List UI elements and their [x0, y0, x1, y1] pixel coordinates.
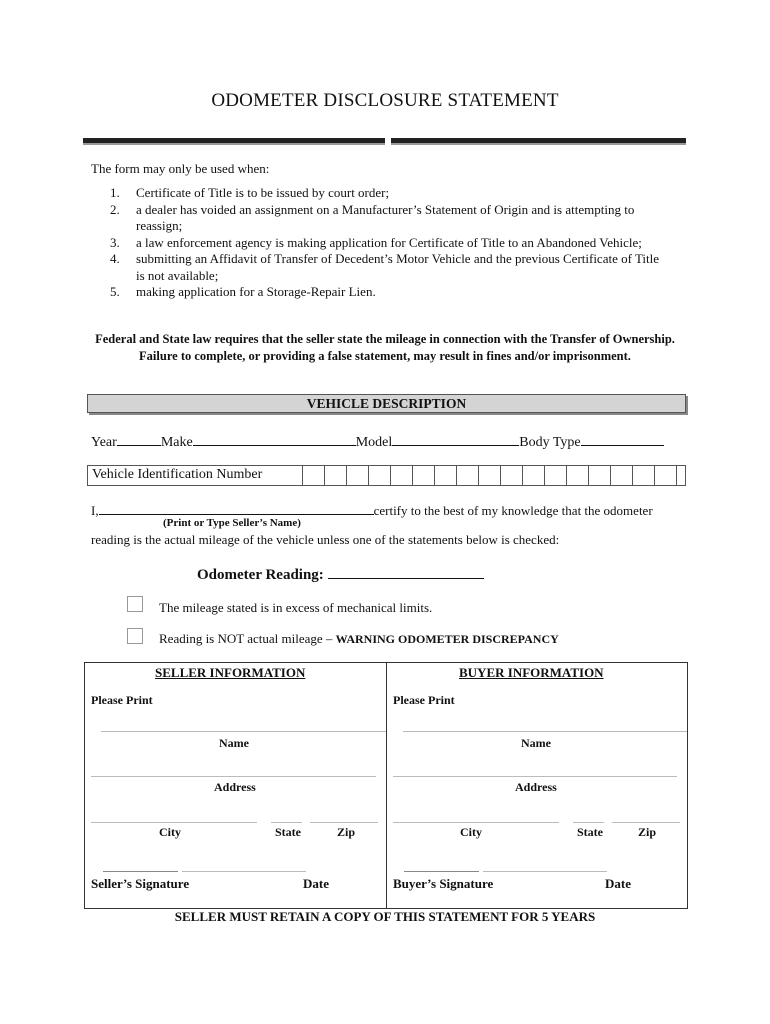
not-actual-checkbox[interactable]	[127, 628, 143, 644]
buyer-date-label: Date	[605, 876, 631, 891]
vehicle-fields-row	[91, 432, 664, 451]
odometer-reading-field[interactable]	[328, 564, 484, 579]
legal-warning: Federal and State law requires that the seller state the mileage in connection with the Transfer of Ownership. Failure to complete, or providing a false statement, may result in fines and/or imprisonment.	[95, 332, 675, 363]
buyer-name-label: Name	[521, 736, 551, 750]
excess-mileage-checkbox[interactable]	[127, 596, 143, 612]
discrepancy-warning: WARNING ODOMETER DISCREPANCY	[335, 632, 559, 646]
seller-address-label: Address	[214, 780, 256, 794]
not-actual-row	[159, 631, 559, 647]
odometer-reading-label: Odometer Reading:	[197, 567, 324, 583]
seller-zip-line[interactable]	[310, 822, 378, 823]
intro-text: The form may only be used when:	[91, 161, 270, 176]
not-actual-label: Reading is NOT actual mileage –	[159, 631, 333, 646]
seller-name-field[interactable]	[99, 501, 374, 515]
buyer-date-line[interactable]	[483, 871, 607, 872]
seller-name-label: Name	[219, 736, 249, 750]
buyer-signature-line[interactable]	[404, 871, 479, 872]
seller-buyer-info-box	[84, 662, 688, 909]
seller-city-line[interactable]	[91, 822, 257, 823]
title-rule-right	[391, 138, 686, 143]
body-type-field[interactable]	[581, 432, 664, 446]
buyer-state-line[interactable]	[573, 822, 604, 823]
buyer-please-print: Please Print	[393, 693, 455, 707]
model-field[interactable]	[392, 432, 519, 446]
seller-name-line[interactable]	[101, 731, 386, 732]
certification-continued: reading is the actual mileage of the vehicle unless one of the statements below is checked:	[91, 532, 560, 547]
buyer-signature-label: Buyer’s Signature	[393, 876, 494, 891]
buyer-name-line[interactable]	[403, 731, 687, 732]
buyer-address-label: Address	[515, 780, 557, 794]
list-item: 4. submitting an Affidavit of Transfer of Decedent’s Motor Vehicle and the previous Certificate of Title is not available;	[110, 251, 660, 283]
list-item: 5. making application for a Storage-Repair Lien.	[110, 284, 376, 299]
seller-state-label: State	[275, 825, 301, 839]
list-item: 2. a dealer has voided an assignment on a Manufacturer’s Statement of Origin and is attempting to reassign;	[110, 201, 635, 233]
vehicle-description-header: VEHICLE DESCRIPTION	[87, 394, 686, 413]
retain-copy-footer: SELLER MUST RETAIN A COPY OF THIS STATEMENT FOR 5 YEARS	[174, 909, 596, 924]
excess-mileage-label: The mileage stated is in excess of mechanical limits.	[159, 600, 433, 615]
buyer-city-line[interactable]	[393, 822, 559, 823]
seller-city-label: City	[159, 825, 181, 839]
buyer-zip-line[interactable]	[612, 822, 680, 823]
seller-signature-label: Seller’s Signature	[91, 876, 190, 891]
certification-line: I, certify to the best of my knowledge that the odometer	[91, 503, 653, 518]
seller-signature-line[interactable]	[103, 871, 178, 872]
seller-name-hint: (Print or Type Seller’s Name)	[163, 517, 301, 529]
make-label: Make	[160, 435, 193, 450]
year-field[interactable]	[117, 432, 161, 446]
seller-zip-label: Zip	[337, 825, 356, 839]
body-type-label: Body Type	[519, 435, 581, 450]
buyer-state-label: State	[577, 825, 603, 839]
buyer-zip-label: Zip	[638, 825, 657, 839]
vin-label: Vehicle Identification Number	[92, 467, 263, 482]
conditions-list	[110, 185, 670, 301]
list-item: 3. a law enforcement agency is making application for Certificate of Title to an Abandoned Vehicle;	[110, 234, 642, 250]
seller-info-header: SELLER INFORMATION	[155, 665, 306, 680]
seller-address-line[interactable]	[91, 776, 376, 777]
seller-state-line[interactable]	[271, 822, 302, 823]
buyer-city-label: City	[460, 825, 482, 839]
buyer-info-header: BUYER INFORMATION	[459, 665, 604, 680]
seller-date-line[interactable]	[182, 871, 306, 872]
list-item: 1. Certificate of Title is to be issued by court order;	[110, 185, 390, 200]
vin-cells[interactable]	[302, 466, 698, 485]
buyer-address-line[interactable]	[393, 776, 677, 777]
title-rule-left	[83, 138, 385, 143]
odometer-reading-row	[197, 564, 484, 584]
seller-date-label: Date	[303, 876, 329, 891]
year-label: Year	[91, 435, 117, 450]
seller-please-print: Please Print	[91, 693, 153, 707]
page-title: ODOMETER DISCLOSURE STATEMENT	[211, 90, 559, 111]
vin-row	[87, 465, 686, 486]
model-label: Model	[355, 435, 393, 450]
make-field[interactable]	[193, 432, 356, 446]
